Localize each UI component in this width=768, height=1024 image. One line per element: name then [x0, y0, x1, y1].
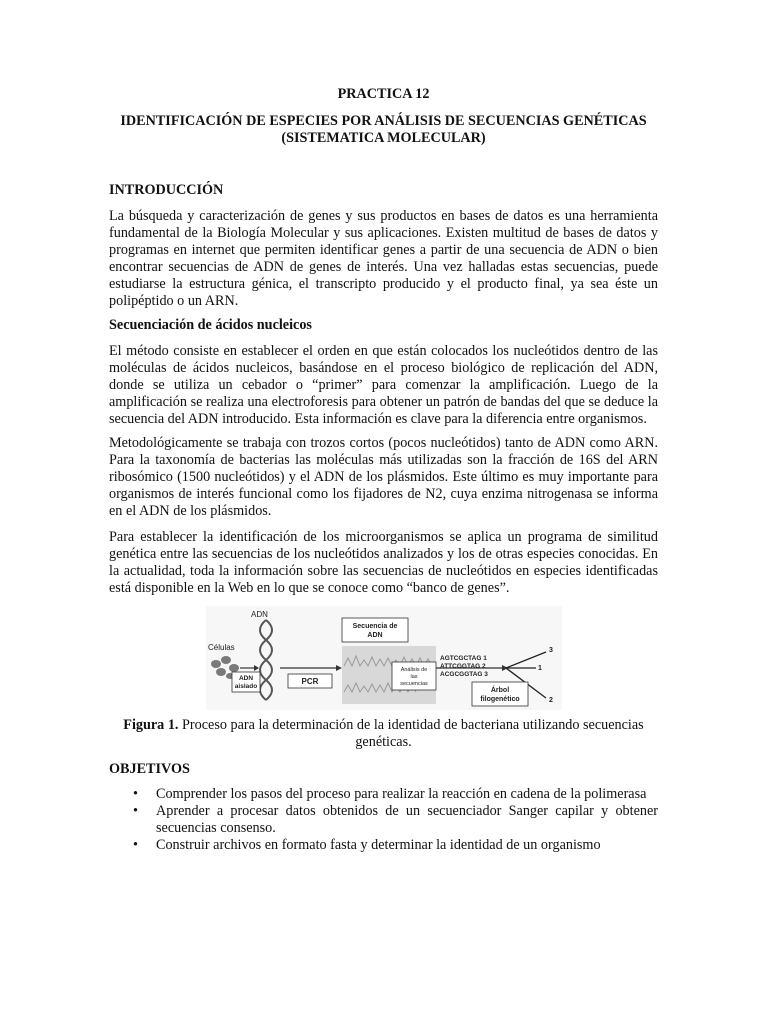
tree-label-2: 2 [549, 697, 553, 704]
label-analisis-3: secuencias [400, 681, 428, 687]
list-item [109, 837, 658, 854]
tree-label-3: 3 [549, 647, 553, 654]
caption-text-2: genéticas. [355, 733, 412, 750]
caption-label: Figura 1. [123, 717, 179, 733]
label-celulas: Células [208, 643, 235, 652]
label-adn: ADN [251, 610, 268, 619]
label-analisis-2: las [410, 674, 418, 680]
list-item [109, 786, 658, 803]
label-secuencia-2: ADN [367, 632, 383, 639]
sequence-2: ATTCGGTAG 2 [440, 663, 486, 670]
practice-title: PRACTICA 12 [337, 86, 430, 102]
sequencing-paragraph-2: Metodológicamente se trabaja con trozos cortos (pocos nucleótidos) tanto de ADN como ARN. Para la taxonomía de bacterias las moléculas más utilizadas son la fracción de 16S del ARN ribosómico (1500 nucleótidos) y el ADN de los plásmidos. Este último es muy importante para organismos de interés funcional como los fijadores de N2, cuya enzima nitrogenasa se informa en el ADN de los plásmidos. [109, 435, 658, 519]
list-item [109, 803, 658, 837]
label-pcr: PCR [301, 677, 319, 686]
label-arbol-1: Árbol [490, 687, 510, 694]
intro-heading: INTRODUCCIÓN [109, 182, 224, 198]
sequence-3: ACGCGGTAG 3 [440, 671, 488, 678]
label-secuencia-1: Secuencia de [352, 623, 398, 630]
bullet-icon: • [133, 836, 138, 853]
label-adn-aislado-1: ADN [238, 675, 254, 682]
bullet-icon: • [133, 786, 138, 802]
sequencing-paragraph-3: Para establecer la identificación de los microorganismos se aplica un programa de similitud genética entre las secuencias de los nucleótidos analizados y los de otras especies conocidas. En la actualidad, toda la información sobre las secuencias de nucleótidos en especies identificadas está disponible en la Web en lo que se conoce como “banco de genes”. [109, 529, 658, 596]
sequence-1: AGTCGCTAG 1 [440, 655, 487, 662]
figure-caption [109, 717, 658, 751]
main-title-line-1: IDENTIFICACIÓN DE ESPECIES POR ANÁLISIS DE SECUENCIAS GENÉTICAS [120, 113, 647, 129]
sequencing-heading: Secuenciación de ácidos nucleicos [109, 317, 312, 333]
label-arbol-2: filogenético [480, 696, 520, 703]
process-figure [206, 606, 562, 710]
sequencing-paragraph-1: El método consiste en establecer el orden en que están colocados los nucleótidos dentro de las moléculas de ácidos nucleicos, basándose en el proceso biológico de replicación del ADN, donde se utiliza un cebador o “primer” para comenzar la amplificación. Luego de la amplificación se realiza una electroforesis para obtener un patrón de bandas del que se deduce la secuencia del ADN introducido. Esta información es clave para la diferencia entre organismos. [109, 343, 658, 427]
label-analisis-1: Análisis de [400, 667, 428, 673]
main-title-line-2: (SISTEMATICA MOLECULAR) [281, 130, 486, 146]
objectives-heading: OBJETIVOS [109, 761, 190, 777]
bullet-icon: • [133, 802, 138, 819]
caption-text-1: Proceso para la determinación de la identidad de bacteriana utilizando secuencias [178, 717, 644, 733]
objective-text: Aprender a procesar datos obtenidos de un secuenciador Sanger capilar y obtener secuencias consenso. [156, 802, 658, 836]
objectives-list [109, 786, 658, 854]
objective-text: Construir archivos en formato fasta y determinar la identidad de un organismo [156, 836, 601, 853]
tree-label-1: 1 [538, 665, 542, 672]
label-adn-aislado-2: aislado [234, 683, 258, 690]
intro-paragraph: La búsqueda y caracterización de genes y sus productos en bases de datos es una herramienta fundamental de la Biología Molecular y sus aplicaciones. Existen multitud de bases de datos y programas en internet que permiten identificar genes a partir de una secuencia de ADN o bien encontrar secuencias de ADN de genes de interés. Una vez halladas estas secuencias, puede estudiarse la estructura génica, el transcripto producido y el producto final, ya sea éste un polipéptido o un ARN. [109, 208, 658, 309]
objective-text: Comprender los pasos del proceso para realizar la reacción en cadena de la polimerasa [156, 786, 647, 802]
